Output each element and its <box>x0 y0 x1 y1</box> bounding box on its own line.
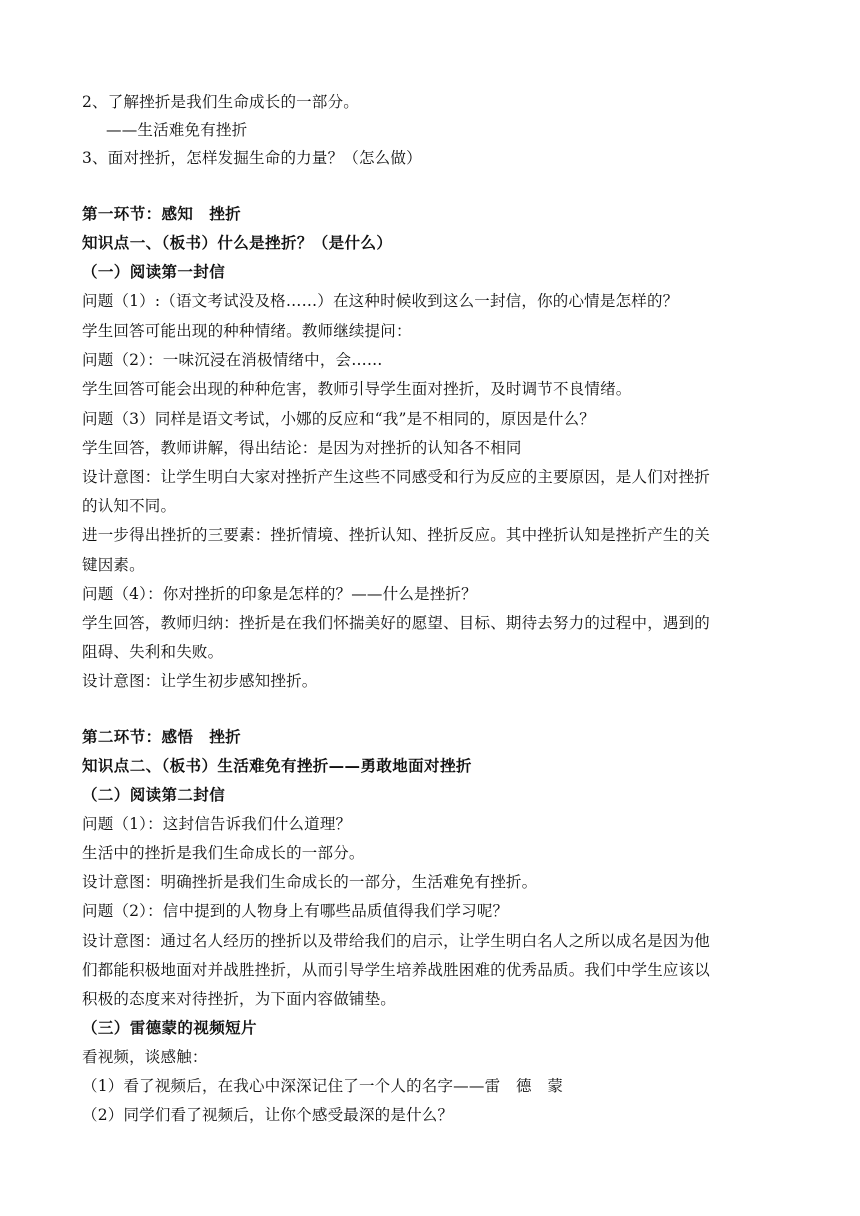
knowledge-point-2-heading: 知识点二、（板书）生活难免有挫折——勇敢地面对挫折 <box>82 757 472 775</box>
paragraph-line: 问题（2）：一味沉浸在消极情绪中，会…… <box>82 351 383 369</box>
paragraph-line: 学生回答可能会出现的种种危害，教师引导学生面对挫折，及时调节不良情绪。 <box>82 380 632 398</box>
paragraph-line: 阻碍、失利和失败。 <box>82 643 224 661</box>
subsection-1-heading: （一）阅读第一封信 <box>82 263 226 281</box>
goal-2-subline: ——生活难免有挫折 <box>106 121 248 139</box>
paragraph-line: 键因素。 <box>82 556 145 574</box>
paragraph-line: 生活中的挫折是我们生命成长的一部分。 <box>82 844 365 862</box>
paragraph-line: 设计意图：通过名人经历的挫折以及带给我们的启示，让学生明白名人之所以成名是因为他 <box>82 932 711 950</box>
subsection-2-heading: （二）阅读第二封信 <box>82 786 226 804</box>
paragraph-line: 设计意图：让学生初步感知挫折。 <box>82 672 318 690</box>
paragraph-line: （2）同学们看了视频后，让你个感受最深的是什么？ <box>82 1106 454 1124</box>
paragraph-line: 进一步得出挫折的三要素：挫折情境、挫折认知、挫折反应。其中挫折认知是挫折产生的关 <box>82 526 711 544</box>
knowledge-point-1-heading: 知识点一、（板书）什么是挫折？（是什么） <box>82 234 393 252</box>
paragraph-line: 积极的态度来对待挫折，为下面内容做铺垫。 <box>82 990 397 1008</box>
paragraph-line: 设计意图：明确挫折是我们生命成长的一部分，生活难免有挫折。 <box>82 873 538 891</box>
paragraph-line: 问题（2）：信中提到的人物身上有哪些品质值得我们学习呢？ <box>82 902 509 920</box>
paragraph-line: 学生回答，教师归纳：挫折是在我们怀揣美好的愿望、目标、期待去努力的过程中，遇到的 <box>82 614 711 632</box>
paragraph-line: 问题（3）同样是语文考试，小娜的反应和“我”是不相同的，原因是什么？ <box>82 410 596 428</box>
paragraph-line: 的认知不同。 <box>82 497 177 515</box>
paragraph-line: 设计意图：让学生明白大家对挫折产生这些不同感受和行为反应的主要原因，是人们对挫折 <box>82 468 711 486</box>
section-2-heading: 第二环节：感悟 挫折 <box>82 728 242 746</box>
paragraph-line: 问题（1）:（语文考试没及格……）在这种时候收到这么一封信，你的心情是怎样的？ <box>82 292 679 310</box>
paragraph-line: 学生回答可能出现的种种情绪。教师继续提问： <box>82 322 412 340</box>
paragraph-line: （1）看了视频后，在我心中深深记住了一个人的名字——雷 德 蒙 <box>82 1077 564 1095</box>
goal-3-line: 3、面对挫折，怎样发掘生命的力量？（怎么做） <box>82 149 422 167</box>
subsection-3-heading: （三）雷德蒙的视频短片 <box>82 1019 257 1037</box>
paragraph-line: 问题（4）：你对挫折的印象是怎样的？——什么是挫折？ <box>82 585 477 603</box>
paragraph-line: 学生回答，教师讲解，得出结论：是因为对挫折的认知各不相同 <box>82 439 522 457</box>
goal-2-line: 2、了解挫折是我们生命成长的一部分。 <box>82 93 359 111</box>
section-1-heading: 第一环节：感知 挫折 <box>82 205 242 223</box>
paragraph-line: 看视频，谈感触： <box>82 1048 208 1066</box>
paragraph-line: 问题（1）：这封信告诉我们什么道理？ <box>82 815 352 833</box>
paragraph-line: 们都能积极地面对并战胜挫折，从而引导学生培养战胜困难的优秀品质。我们中学生应该以 <box>82 961 711 979</box>
